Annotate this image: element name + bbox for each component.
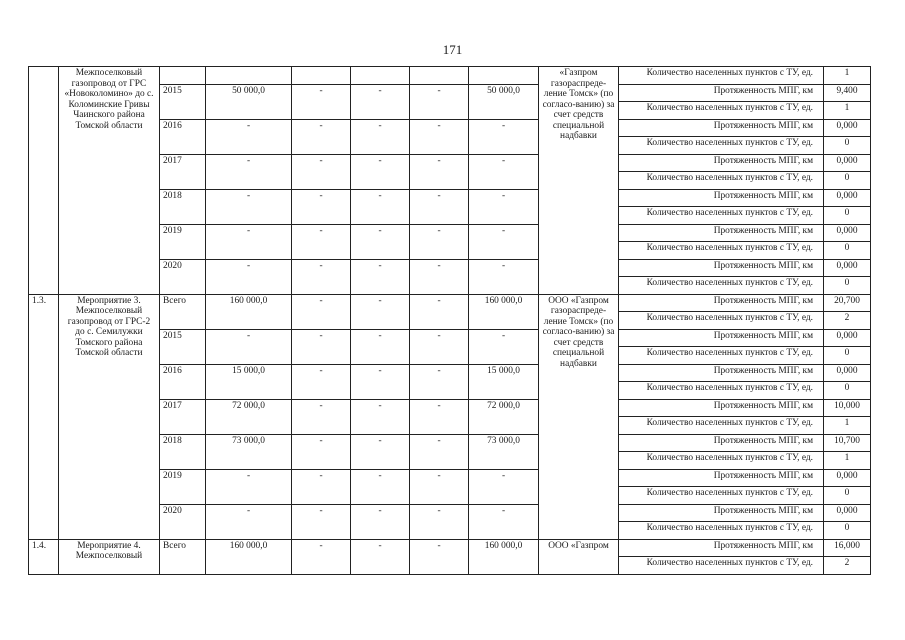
indicator-label: Протяженность МПГ, км xyxy=(619,504,824,522)
amount-cell: - xyxy=(469,469,539,504)
amount-cell: - xyxy=(351,329,410,364)
amount-cell: - xyxy=(206,259,292,294)
amount-cell: - xyxy=(292,469,351,504)
amount-cell: - xyxy=(292,434,351,469)
amount-cell: 160 000,0 xyxy=(469,294,539,329)
indicator-value: 0,000 xyxy=(824,364,871,382)
amount-cell: - xyxy=(410,469,469,504)
executor-cell: ООО «Газпром газораспреде-ление Томск» (по согласо-ванию) за счет средств специальной надбавки xyxy=(539,294,619,539)
year-cell: 2020 xyxy=(160,504,206,539)
year-cell: 2018 xyxy=(160,434,206,469)
amount-cell: - xyxy=(410,294,469,329)
indicator-value: 16,000 xyxy=(824,539,871,557)
amount-cell: - xyxy=(410,119,469,154)
amount-cell: 160 000,0 xyxy=(206,539,292,574)
amount-cell: 72 000,0 xyxy=(206,399,292,434)
year-cell: 2017 xyxy=(160,399,206,434)
table-row xyxy=(29,539,871,557)
amount-cell: - xyxy=(410,189,469,224)
amount-cell: - xyxy=(351,154,410,189)
indicator-value: 0,000 xyxy=(824,259,871,277)
item-name: Мероприятие 4. Межпоселковый xyxy=(59,539,160,574)
indicator-label: Протяженность МПГ, км xyxy=(619,224,824,242)
amount-cell xyxy=(469,67,539,85)
amount-cell: - xyxy=(206,224,292,259)
indicator-value: 0,000 xyxy=(824,224,871,242)
amount-cell xyxy=(206,67,292,85)
indicator-label: Количество населенных пунктов с ТУ, ед. xyxy=(619,102,824,120)
indicator-label: Протяженность МПГ, км xyxy=(619,434,824,452)
page-number: 171 xyxy=(442,42,463,57)
indicator-value: 0 xyxy=(824,382,871,400)
amount-cell: - xyxy=(206,504,292,539)
indicator-label: Количество населенных пунктов с ТУ, ед. xyxy=(619,382,824,400)
amount-cell: 160 000,0 xyxy=(206,294,292,329)
indicator-label: Протяженность МПГ, км xyxy=(619,539,824,557)
amount-cell xyxy=(292,67,351,85)
amount-cell: - xyxy=(292,154,351,189)
indicator-label: Протяженность МПГ, км xyxy=(619,469,824,487)
amount-cell: - xyxy=(410,539,469,574)
indicator-label: Протяженность МПГ, км xyxy=(619,259,824,277)
amount-cell: 50 000,0 xyxy=(206,84,292,119)
indicator-value: 0 xyxy=(824,137,871,155)
program-table xyxy=(28,66,871,575)
year-cell: 2015 xyxy=(160,84,206,119)
amount-cell: - xyxy=(292,364,351,399)
amount-cell: - xyxy=(351,504,410,539)
amount-cell: - xyxy=(206,469,292,504)
table-row xyxy=(29,67,871,85)
amount-cell: - xyxy=(292,259,351,294)
amount-cell: - xyxy=(469,119,539,154)
amount-cell: - xyxy=(410,434,469,469)
amount-cell: - xyxy=(351,259,410,294)
indicator-value: 0 xyxy=(824,487,871,505)
amount-cell: - xyxy=(469,224,539,259)
amount-cell: - xyxy=(292,224,351,259)
year-cell: Всего xyxy=(160,539,206,574)
item-number: 1.4. xyxy=(29,539,59,574)
indicator-label: Количество населенных пунктов с ТУ, ед. xyxy=(619,242,824,260)
indicator-label: Количество населенных пунктов с ТУ, ед. xyxy=(619,172,824,190)
amount-cell: - xyxy=(351,539,410,574)
indicator-label: Количество населенных пунктов с ТУ, ед. xyxy=(619,207,824,225)
indicator-value: 1 xyxy=(824,452,871,470)
indicator-label: Протяженность МПГ, км xyxy=(619,329,824,347)
year-cell: Всего xyxy=(160,294,206,329)
indicator-label: Количество населенных пунктов с ТУ, ед. xyxy=(619,452,824,470)
amount-cell: - xyxy=(292,119,351,154)
amount-cell: - xyxy=(206,189,292,224)
amount-cell: - xyxy=(292,189,351,224)
amount-cell: - xyxy=(410,84,469,119)
amount-cell: - xyxy=(206,119,292,154)
indicator-value: 1 xyxy=(824,417,871,435)
indicator-label: Количество населенных пунктов с ТУ, ед. xyxy=(619,347,824,365)
year-cell: 2020 xyxy=(160,259,206,294)
amount-cell: 73 000,0 xyxy=(206,434,292,469)
indicator-value: 10,700 xyxy=(824,434,871,452)
indicator-label: Количество населенных пунктов с ТУ, ед. xyxy=(619,557,824,575)
indicator-label: Протяженность МПГ, км xyxy=(619,189,824,207)
amount-cell: 73 000,0 xyxy=(469,434,539,469)
amount-cell: - xyxy=(351,84,410,119)
indicator-label: Протяженность МПГ, км xyxy=(619,154,824,172)
amount-cell: - xyxy=(292,399,351,434)
year-cell: 2019 xyxy=(160,224,206,259)
amount-cell: 15 000,0 xyxy=(206,364,292,399)
indicator-value: 0,000 xyxy=(824,329,871,347)
item-name: Мероприятие 3. Межпоселковый газопровод от ГРС-2 до с. Семилужки Томского района Томской области xyxy=(59,294,160,539)
amount-cell: - xyxy=(351,399,410,434)
item-name: Межпоселковый газопровод от ГРС «Новоколомино» до с. Коломинские Гривы Чаинского района Томской области xyxy=(59,67,160,295)
amount-cell: - xyxy=(292,504,351,539)
amount-cell: - xyxy=(410,259,469,294)
indicator-value: 10,000 xyxy=(824,399,871,417)
amount-cell: 15 000,0 xyxy=(469,364,539,399)
amount-cell: - xyxy=(292,294,351,329)
amount-cell: - xyxy=(469,329,539,364)
amount-cell: 160 000,0 xyxy=(469,539,539,574)
amount-cell: - xyxy=(351,119,410,154)
indicator-value: 0 xyxy=(824,522,871,540)
item-number: 1.3. xyxy=(29,294,59,539)
indicator-label: Количество населенных пунктов с ТУ, ед. xyxy=(619,417,824,435)
year-cell xyxy=(160,67,206,85)
year-cell: 2017 xyxy=(160,154,206,189)
year-cell: 2019 xyxy=(160,469,206,504)
indicator-value: 0 xyxy=(824,207,871,225)
item-number xyxy=(29,67,59,295)
amount-cell xyxy=(351,67,410,85)
indicator-value: 0,000 xyxy=(824,119,871,137)
amount-cell: - xyxy=(410,329,469,364)
amount-cell: - xyxy=(206,154,292,189)
table-row xyxy=(29,294,871,312)
amount-cell: - xyxy=(351,294,410,329)
amount-cell: - xyxy=(351,189,410,224)
indicator-value: 0,000 xyxy=(824,469,871,487)
indicator-label: Количество населенных пунктов с ТУ, ед. xyxy=(619,487,824,505)
indicator-label: Количество населенных пунктов с ТУ, ед. xyxy=(619,522,824,540)
executor-cell: ООО «Газпром xyxy=(539,539,619,574)
indicator-value: 0,000 xyxy=(824,189,871,207)
amount-cell: 72 000,0 xyxy=(469,399,539,434)
amount-cell: 50 000,0 xyxy=(469,84,539,119)
indicator-label: Количество населенных пунктов с ТУ, ед. xyxy=(619,67,824,85)
amount-cell: - xyxy=(410,224,469,259)
indicator-label: Протяженность МПГ, км xyxy=(619,399,824,417)
amount-cell: - xyxy=(292,539,351,574)
amount-cell: - xyxy=(206,329,292,364)
executor-cell: «Газпром газораспреде-ление Томск» (по согласо-ванию) за счет средств специальной надбавки xyxy=(539,67,619,295)
indicator-label: Протяженность МПГ, км xyxy=(619,119,824,137)
indicator-label: Протяженность МПГ, км xyxy=(619,84,824,102)
amount-cell: - xyxy=(292,84,351,119)
amount-cell: - xyxy=(410,154,469,189)
indicator-label: Протяженность МПГ, км xyxy=(619,364,824,382)
amount-cell: - xyxy=(351,469,410,504)
amount-cell: - xyxy=(351,364,410,399)
indicator-value: 9,400 xyxy=(824,84,871,102)
amount-cell: - xyxy=(292,329,351,364)
indicator-value: 0,000 xyxy=(824,504,871,522)
amount-cell: - xyxy=(410,504,469,539)
year-cell: 2018 xyxy=(160,189,206,224)
amount-cell: - xyxy=(410,399,469,434)
indicator-value: 2 xyxy=(824,557,871,575)
amount-cell: - xyxy=(351,224,410,259)
indicator-value: 20,700 xyxy=(824,294,871,312)
year-cell: 2015 xyxy=(160,329,206,364)
indicator-value: 0,000 xyxy=(824,154,871,172)
amount-cell: - xyxy=(469,154,539,189)
amount-cell: - xyxy=(469,504,539,539)
indicator-value: 0 xyxy=(824,242,871,260)
indicator-value: 2 xyxy=(824,312,871,330)
indicator-value: 0 xyxy=(824,172,871,190)
amount-cell: - xyxy=(469,189,539,224)
indicator-label: Количество населенных пунктов с ТУ, ед. xyxy=(619,312,824,330)
indicator-label: Количество населенных пунктов с ТУ, ед. xyxy=(619,277,824,295)
amount-cell: - xyxy=(410,364,469,399)
amount-cell: - xyxy=(469,259,539,294)
indicator-label: Протяженность МПГ, км xyxy=(619,294,824,312)
year-cell: 2016 xyxy=(160,119,206,154)
indicator-value: 1 xyxy=(824,67,871,85)
indicator-label: Количество населенных пунктов с ТУ, ед. xyxy=(619,137,824,155)
indicator-value: 0 xyxy=(824,347,871,365)
indicator-value: 1 xyxy=(824,102,871,120)
year-cell: 2016 xyxy=(160,364,206,399)
amount-cell: - xyxy=(351,434,410,469)
amount-cell xyxy=(410,67,469,85)
indicator-value: 0 xyxy=(824,277,871,295)
